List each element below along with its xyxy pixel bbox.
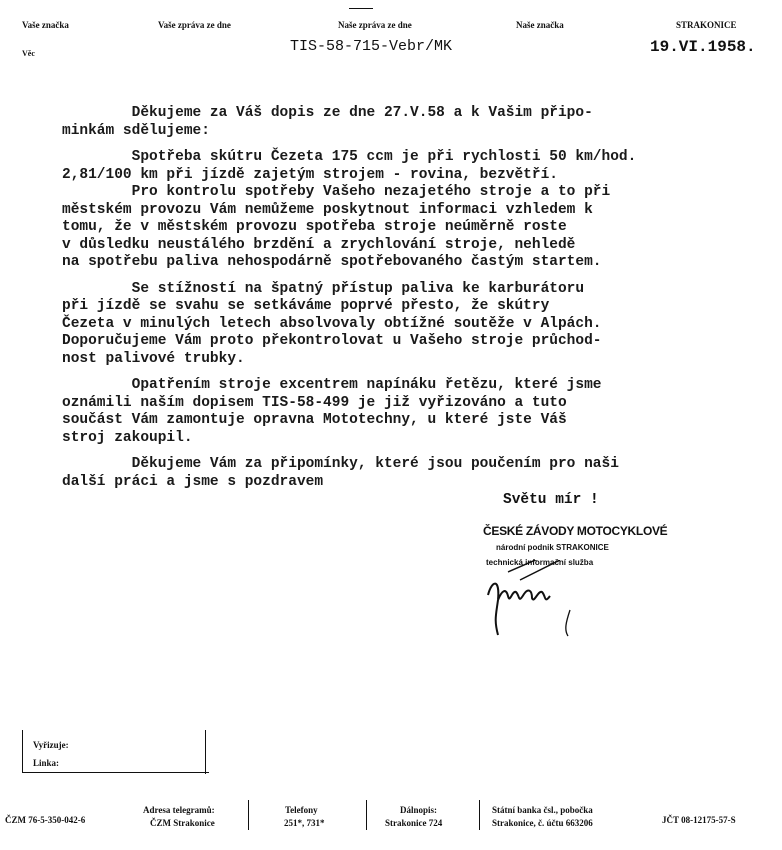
header-nase-znacka: Naše značka bbox=[516, 20, 564, 30]
vyrizuje-label: Vyřizuje: bbox=[33, 740, 69, 750]
stamp-enterprise: národní podnik STRAKONICE bbox=[496, 543, 609, 552]
signature-icon bbox=[480, 560, 590, 640]
stamp-department: technická informační služba bbox=[486, 558, 594, 567]
reference-number: TIS-58-715-Vebr/MK bbox=[290, 38, 453, 55]
footer-divider bbox=[479, 800, 480, 830]
footer-banka-value: Strakonice, č. účtu 663206 bbox=[492, 818, 593, 828]
linka-label: Linka: bbox=[33, 758, 60, 768]
header-vase-znacka: Vaše značka bbox=[22, 20, 69, 30]
footer-jct: JČT 08-12175-57-S bbox=[662, 815, 736, 825]
stamp-company: ČESKÉ ZÁVODY MOTOCYKLOVÉ bbox=[483, 524, 668, 538]
footer-dalnopis-value: Strakonice 724 bbox=[385, 818, 443, 828]
footer-czm-code: ČZM 76-5-350-042-6 bbox=[5, 815, 86, 825]
footer-divider bbox=[366, 800, 367, 830]
header-vase-zprava: Vaše zpráva ze dne bbox=[158, 20, 231, 30]
paragraph-4: Opatřením stroje excentrem napínáku řetězu, které jsme oznámili naším dopisem TIS-58-499 je již vyřizováno a tuto součást Vám zamontuje opravna Mototechny, u které jste Váš stroj zakoupil. bbox=[62, 377, 602, 446]
top-mark bbox=[349, 8, 373, 9]
header-vec: Věc bbox=[22, 49, 35, 58]
closing-greeting: Světu mír ! bbox=[503, 492, 599, 508]
footer-telefony-label: Telefony bbox=[285, 805, 318, 815]
letter-date: 19.VI.1958. bbox=[650, 38, 756, 56]
paragraph-1: Děkujeme za Váš dopis ze dne 27.V.58 a k Vašim připo- minkám sdělujeme: bbox=[62, 105, 593, 139]
header-place: STRAKONICE bbox=[676, 20, 737, 30]
footer-dalnopis-label: Dálnopis: bbox=[400, 805, 438, 815]
handling-box bbox=[22, 730, 209, 773]
paragraph-5: Děkujeme Vám za připomínky, které jsou poučením pro naši další práci a jsme s pozdravem bbox=[62, 456, 619, 490]
footer-adresa-label: Adresa telegramů: bbox=[143, 805, 215, 815]
letter-body bbox=[62, 105, 762, 500]
paragraph-3: Se stížností na špatný přístup paliva ke karburátoru při jízdě se svahu se setkáváme poprvé přesto, že skútry Čezeta v minulých letech absolvovaly obtížné soutěže v Alpách. Doporučujeme Vám proto překontrolovat u Vašeho stroje průchod- nost palivové trubky. bbox=[62, 280, 602, 367]
footer-telefony-value: 251*, 731* bbox=[284, 818, 325, 828]
footer-divider bbox=[248, 800, 249, 830]
paragraph-2: Spotřeba skútru Čezeta 175 ccm je při rychlosti 50 km/hod. 2,81/100 km při jízdě zajetým strojem - rovina, bezvětří. Pro kontrolu spotřeby Vašeho nezajetého stroje a to při městském provozu Vám nemůžeme poskytnout informaci vzhledem k tomu, že v městském provozu spotřeba stroje neúměrně roste v důsledku neustálého brzdění a zrychlování stroje, nehledě na spotřebu paliva nehospodárně spotřebovaného častým startem. bbox=[62, 149, 637, 270]
footer-adresa-value: ČZM Strakonice bbox=[150, 818, 215, 828]
header-nase-zprava: Naše zpráva ze dne bbox=[338, 20, 412, 30]
box-right-edge bbox=[205, 730, 206, 774]
footer-banka-label: Státní banka čsl., pobočka bbox=[492, 805, 593, 815]
